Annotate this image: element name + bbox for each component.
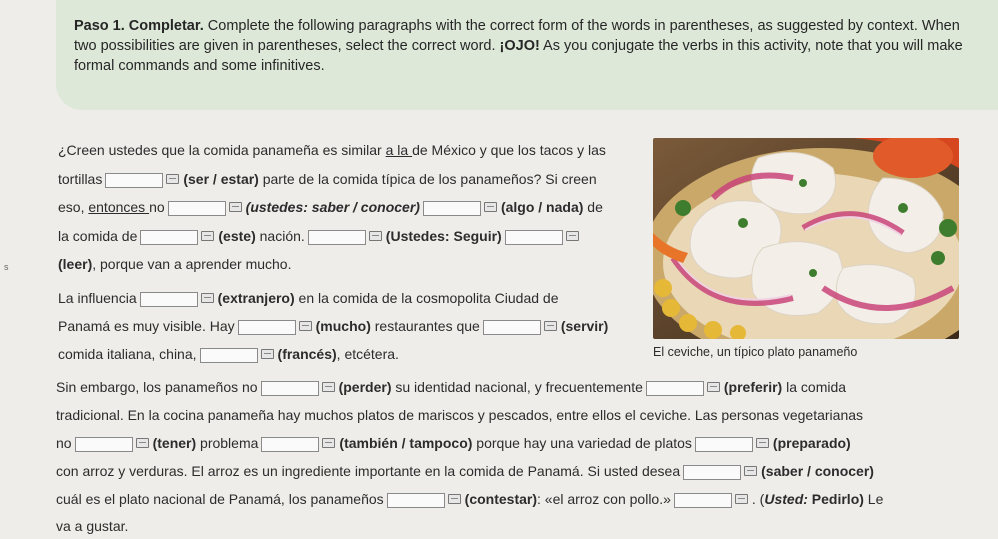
answer-blank[interactable]: [75, 437, 133, 452]
keyboard-icon[interactable]: [735, 494, 748, 504]
instructions-heading: Paso 1. Completar.: [74, 18, 204, 34]
answer-blank[interactable]: [695, 437, 753, 452]
keyboard-icon[interactable]: [744, 466, 757, 476]
keyboard-icon[interactable]: [448, 494, 461, 504]
answer-blank[interactable]: [140, 230, 198, 245]
text: problema: [196, 435, 259, 451]
text: La influencia: [58, 290, 137, 306]
ceviche-photo: [653, 138, 959, 339]
p3-line-2: tradicional. En la cocina panameña hay muchos platos de mariscos y pescados, entre ellos el ceviche. Las personas vegetarianas: [56, 407, 864, 423]
text: no: [56, 435, 72, 451]
answer-blank[interactable]: [483, 320, 541, 335]
keyboard-icon[interactable]: [566, 231, 579, 241]
answer-blank[interactable]: [261, 381, 319, 396]
text: comida italiana, china,: [58, 346, 197, 362]
text: la comida: [782, 379, 847, 395]
keyboard-icon[interactable]: [369, 231, 382, 241]
text: tortillas: [58, 171, 103, 187]
hint: (también / tampoco): [339, 435, 473, 451]
hint: (extranjero): [217, 290, 295, 306]
p1-line-4: [58, 228, 583, 245]
keyboard-icon[interactable]: [229, 202, 242, 212]
text: , etcétera.: [336, 346, 399, 362]
text: ¿Creen ustedes que la comida panameña es similar: [58, 142, 386, 158]
p3-line-6: va a gustar.: [56, 518, 129, 534]
text: Panamá es muy visible. Hay: [58, 318, 235, 334]
side-mark: s: [4, 262, 9, 272]
answer-blank[interactable]: [238, 320, 296, 335]
keyboard-icon[interactable]: [322, 438, 335, 448]
text: con arroz y verduras. El arroz es un ingrediente importante en la comida de Panamá. Si usted desea: [56, 463, 681, 479]
p3-line-1: [56, 379, 846, 396]
text: su identidad nacional, y frecuentemente: [391, 379, 643, 395]
keyboard-icon[interactable]: [261, 349, 274, 359]
instructions-body: Complete the following paragraphs with the correct form of the words in parentheses, as suggested by context. When two possibilities are given in parentheses, select the correct word.: [74, 18, 960, 54]
answer-blank[interactable]: [105, 173, 163, 188]
answer-blank[interactable]: [387, 493, 445, 508]
hint: (tener): [152, 435, 197, 451]
p1-line-1: [58, 142, 606, 158]
ceviche-illustration: [653, 138, 959, 339]
answer-blank[interactable]: [505, 230, 563, 245]
answer-blank[interactable]: [683, 465, 741, 480]
p3-line-5: [56, 491, 883, 508]
text: : «el arroz con pollo.»: [537, 491, 671, 507]
keyboard-icon[interactable]: [756, 438, 769, 448]
text: Sin embargo, los panameños no: [56, 379, 258, 395]
instructions-text: [56, 0, 998, 76]
text: no: [149, 199, 165, 215]
text: porque hay una variedad de platos: [472, 435, 692, 451]
text: nación.: [255, 228, 305, 244]
answer-text: a la: [385, 142, 413, 158]
hint: (mucho): [315, 318, 371, 334]
keyboard-icon[interactable]: [201, 293, 214, 303]
text: restaurantes que: [370, 318, 480, 334]
text: eso,: [58, 199, 89, 215]
hint: Pedirlo): [807, 491, 864, 507]
text: cuál es el plato nacional de Panamá, los panameños: [56, 491, 384, 507]
answer-blank[interactable]: [200, 348, 258, 363]
hint: (preparado): [772, 435, 851, 451]
hint: (contestar): [464, 491, 538, 507]
hint: Usted:: [764, 491, 808, 507]
hint: (algo / nada): [500, 199, 584, 215]
answer-blank[interactable]: [261, 437, 319, 452]
text: la comida de: [58, 228, 138, 244]
keyboard-icon[interactable]: [166, 174, 179, 184]
p1-line-3: [58, 199, 603, 216]
p1-line-5: [58, 256, 291, 272]
text: Le: [863, 491, 884, 507]
instructions-body-2: As you conjugate the verbs in this activity, note that you will make formal commands and some infinitives.: [74, 38, 963, 74]
hint: (leer): [58, 256, 93, 272]
hint: (este): [218, 228, 256, 244]
answer-blank[interactable]: [423, 201, 481, 216]
hint: (perder): [338, 379, 392, 395]
keyboard-icon[interactable]: [484, 202, 497, 212]
answer-blank[interactable]: [674, 493, 732, 508]
hint: (saber / conocer): [761, 463, 874, 479]
answer-blank[interactable]: [140, 292, 198, 307]
p3-line-3: [56, 435, 851, 452]
text: , porque van a aprender mucho.: [92, 256, 292, 272]
instructions-box: [56, 0, 998, 110]
answer-text: entonces: [88, 199, 150, 215]
answer-blank[interactable]: [308, 230, 366, 245]
p1-line-2: [58, 171, 597, 188]
p2-line-1: [58, 290, 558, 307]
answer-blank[interactable]: [168, 201, 226, 216]
text: . (: [751, 491, 765, 507]
text: parte de la comida típica de los panameños? Si creen: [258, 171, 597, 187]
p3-line-4: [56, 463, 874, 480]
answer-blank[interactable]: [646, 381, 704, 396]
keyboard-icon[interactable]: [544, 321, 557, 331]
keyboard-icon[interactable]: [201, 231, 214, 241]
text: en la comida de la cosmopolita Ciudad de: [294, 290, 559, 306]
hint: (Ustedes: Seguir): [385, 228, 502, 244]
keyboard-icon[interactable]: [322, 382, 335, 392]
text: de México y que los tacos y las: [412, 142, 606, 158]
keyboard-icon[interactable]: [299, 321, 312, 331]
photo-caption: El ceviche, un típico plato panameño: [653, 345, 858, 359]
hint: (servir): [560, 318, 609, 334]
hint: (ustedes: saber / conocer): [245, 199, 420, 215]
p2-line-3: [58, 346, 399, 363]
hint: (francés): [277, 346, 337, 362]
hint: (ser / estar): [183, 171, 259, 187]
warning-label: ¡OJO!: [499, 38, 540, 54]
hint: (preferir): [723, 379, 783, 395]
p2-line-2: [58, 318, 608, 335]
text: de: [583, 199, 603, 215]
keyboard-icon[interactable]: [707, 382, 720, 392]
keyboard-icon[interactable]: [136, 438, 149, 448]
